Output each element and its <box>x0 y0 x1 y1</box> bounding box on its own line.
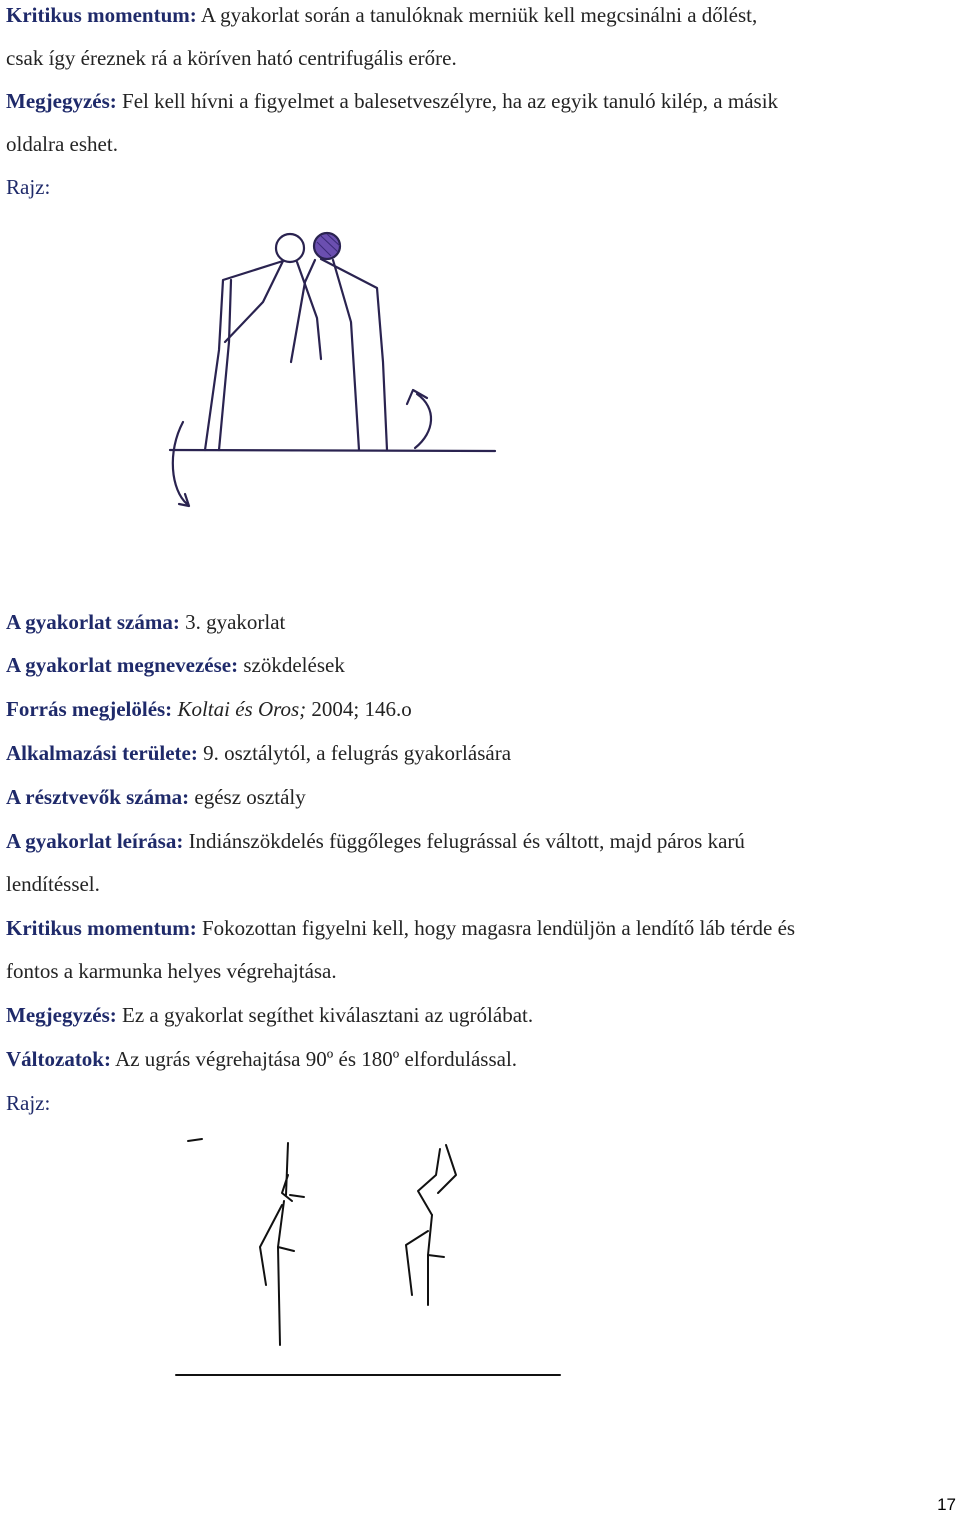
kritikus2-text: Fokozottan figyelni kell, hogy magasra lendüljön a lendítő láb térde és <box>196 916 796 940</box>
head-left <box>276 234 304 262</box>
drawing-two-figures <box>155 222 515 532</box>
megnevezes-value: szökdelések <box>238 653 345 677</box>
megnevezes-label: A gyakorlat megnevezése: <box>6 653 239 677</box>
leiras-line-1 <box>6 828 952 854</box>
fig2-arm-and-head <box>418 1149 440 1215</box>
kritikus2-label: Kritikus momentum: <box>6 916 197 940</box>
kritikus-line-1 <box>6 2 952 28</box>
right-arrow-head <box>407 390 427 404</box>
leiras-text: Indiánszökdelés függőleges felugrással és váltott, majd páros karú <box>183 829 745 853</box>
fig2-standing-leg <box>428 1215 432 1305</box>
left-arrow-arc <box>173 422 187 504</box>
valtozatok-label: Változatok: <box>6 1047 111 1071</box>
leiras-text-cont: lendítéssel. <box>6 872 100 896</box>
megjegyzes2-label: Megjegyzés: <box>6 1003 117 1027</box>
kritikus-text: A gyakorlat során a tanulóknak merniük kell megcsinálni a dőlést, <box>196 3 758 27</box>
kritikus2-line-2 <box>6 958 952 984</box>
drawing-skipping-figures <box>170 1135 570 1385</box>
rajz-label-2: Rajz: <box>6 1091 51 1115</box>
stray-mark <box>188 1139 202 1141</box>
left-figure-arm <box>225 261 283 342</box>
resztvevok-value: egész osztály <box>189 785 306 809</box>
right-figure-arm <box>291 260 315 362</box>
megjegyzes-label: Megjegyzés: <box>6 89 117 113</box>
kritikus-text-cont: csak így éreznek rá a köríven ható centrifugális erőre. <box>6 46 457 70</box>
rajz-label: Rajz: <box>6 175 51 199</box>
left-figure-back <box>205 261 283 450</box>
kritikus-line-2 <box>6 45 952 71</box>
fig1-standing-leg <box>278 1201 284 1345</box>
leiras-line-2 <box>6 871 952 897</box>
szama-label: A gyakorlat száma: <box>6 610 180 634</box>
rajz-heading-2 <box>6 1090 952 1116</box>
megjegyzes-text: Fel kell hívni a figyelmet a balesetveszélyre, ha az egyik tanuló kilép, a másik <box>116 89 779 113</box>
kritikus2-line-1 <box>6 915 952 941</box>
page-number: 17 <box>937 1495 956 1514</box>
forras-rest: 2004; 146.o <box>306 697 412 721</box>
alkalmazas-line <box>6 740 952 766</box>
head-right <box>314 233 340 259</box>
fig1-shoulder <box>290 1195 304 1197</box>
valtozatok-line <box>6 1046 952 1072</box>
megjegyzes-line-1 <box>6 88 952 114</box>
rajz-heading-1 <box>6 174 952 200</box>
megjegyzes2-text: Ez a gyakorlat segíthet kiválasztani az ugrólábat. <box>116 1003 534 1027</box>
right-arrow-arc <box>415 394 431 448</box>
right-figure-leg <box>333 260 359 450</box>
fig1-raised-arm <box>286 1143 288 1195</box>
fig2-raised-arm <box>438 1145 456 1193</box>
fig2-hip <box>428 1255 444 1257</box>
leiras-label: A gyakorlat leírása: <box>6 829 184 853</box>
fig1-hip <box>278 1247 294 1251</box>
megjegyzes-line-2 <box>6 131 952 157</box>
megnevezes-line <box>6 652 952 678</box>
fig2-raised-leg <box>406 1231 428 1295</box>
megjegyzes-text-cont: oldalra eshet. <box>6 132 118 156</box>
szama-value: 3. gyakorlat <box>179 610 286 634</box>
resztvevok-label: A résztvevők száma: <box>6 785 190 809</box>
alkalmazas-label: Alkalmazási területe: <box>6 741 198 765</box>
megjegyzes2-line <box>6 1002 952 1028</box>
resztvevok-line <box>6 784 952 810</box>
kritikus2-text-cont: fontos a karmunka helyes végrehajtása. <box>6 959 337 983</box>
szama-line <box>6 609 952 635</box>
kritikus-label: Kritikus momentum: <box>6 3 197 27</box>
valtozatok-text: Az ugrás végrehajtása 90º és 180º elfordulással. <box>110 1047 518 1071</box>
forras-line <box>6 696 952 722</box>
forras-author: Koltai és Oros; <box>172 697 307 721</box>
forras-label: Forrás megjelölés: <box>6 697 173 721</box>
alkalmazas-value: 9. osztálytól, a felugrás gyakorlására <box>197 741 512 765</box>
